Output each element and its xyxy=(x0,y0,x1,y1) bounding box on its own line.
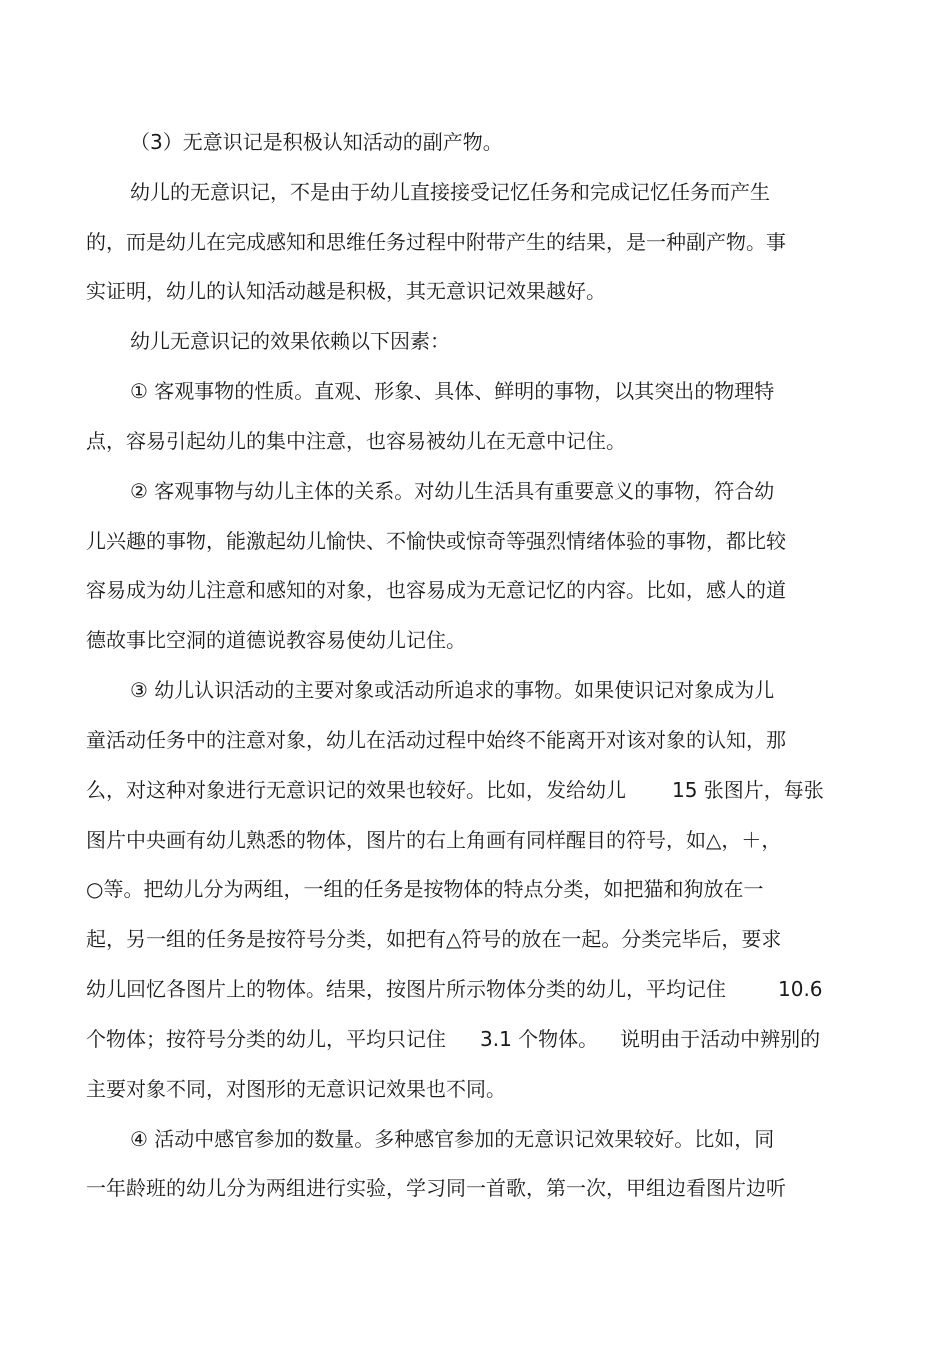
list-item-2: ② 客观事物与幼儿主体的关系。对幼儿生活具有重要意义的事物，符合幼 xyxy=(130,479,775,503)
text-line: 儿兴趣的事物，能激起幼儿愉快、不愉快或惊奇等强烈情绪体验的事物，都比较 xyxy=(86,529,786,553)
paragraph-heading: （3）无意识记是积极认知活动的副产物。 xyxy=(130,130,503,154)
text-segment: 幼儿回忆各图片上的物体。结果，按图片所示物体分类的幼儿，平均记住 xyxy=(86,977,726,1001)
text-line: 幼儿的无意识记，不是由于幼儿直接接受记忆任务和完成记忆任务而产生 xyxy=(130,180,770,204)
text-line: 幼儿无意识记的效果依赖以下因素： xyxy=(130,329,450,353)
text-line: 德故事比空洞的道德说教容易使幼儿记住。 xyxy=(86,628,466,652)
text-line xyxy=(86,1027,820,1051)
text-segment: 个物体；按符号分类的幼儿，平均只记住 xyxy=(86,1027,446,1051)
text-line: 实证明，幼儿的认知活动越是积极，其无意识记效果越好。 xyxy=(86,279,606,303)
text-segment: 3.1 个物体。 xyxy=(480,1027,599,1051)
text-line: 主要对象不同，对图形的无意识记效果也不同。 xyxy=(86,1077,506,1101)
text-line: 容易成为幼儿注意和感知的对象，也容易成为无意记忆的内容。比如，感人的道 xyxy=(86,578,786,602)
text-segment: 10.6 xyxy=(778,977,823,1001)
text-line xyxy=(86,977,823,1001)
list-item-4: ④ 活动中感官参加的数量。多种感官参加的无意识记效果较好。比如，同 xyxy=(130,1127,775,1151)
text-segment: 么，对这种对象进行无意识记的效果也较好。比如，发给幼儿 xyxy=(86,778,626,802)
text-line: 的，而是幼儿在完成感知和思维任务过程中附带产生的结果，是一种副产物。事 xyxy=(86,230,786,254)
list-item-3: ③ 幼儿认识活动的主要对象或活动所追求的事物。如果使识记对象成为儿 xyxy=(130,678,775,702)
text-line: 童活动任务中的注意对象，幼儿在活动过程中始终不能离开对该对象的认知，那 xyxy=(86,728,786,752)
text-segment: 说明由于活动中辨别的 xyxy=(620,1027,821,1051)
text-line: ○等。把幼儿分为两组，一组的任务是按物体的特点分类，如把猫和狗放在一 xyxy=(86,877,764,901)
text-segment: 15 张图片，每张 xyxy=(672,778,824,802)
text-line: 起，另一组的任务是按符号分类，如把有△符号的放在一起。分类完毕后，要求 xyxy=(86,927,782,951)
text-line: 图片中央画有幼儿熟悉的物体，图片的右上角画有同样醒目的符号，如△，＋， xyxy=(86,828,782,852)
list-item-1: ① 客观事物的性质。直观、形象、具体、鲜明的事物，以其突出的物理特 xyxy=(130,379,775,403)
text-line xyxy=(86,778,824,802)
text-line: 一年龄班的幼儿分为两组进行实验，学习同一首歌，第一次，甲组边看图片边听 xyxy=(86,1176,786,1200)
text-line: 点，容易引起幼儿的集中注意，也容易被幼儿在无意中记住。 xyxy=(86,429,626,453)
